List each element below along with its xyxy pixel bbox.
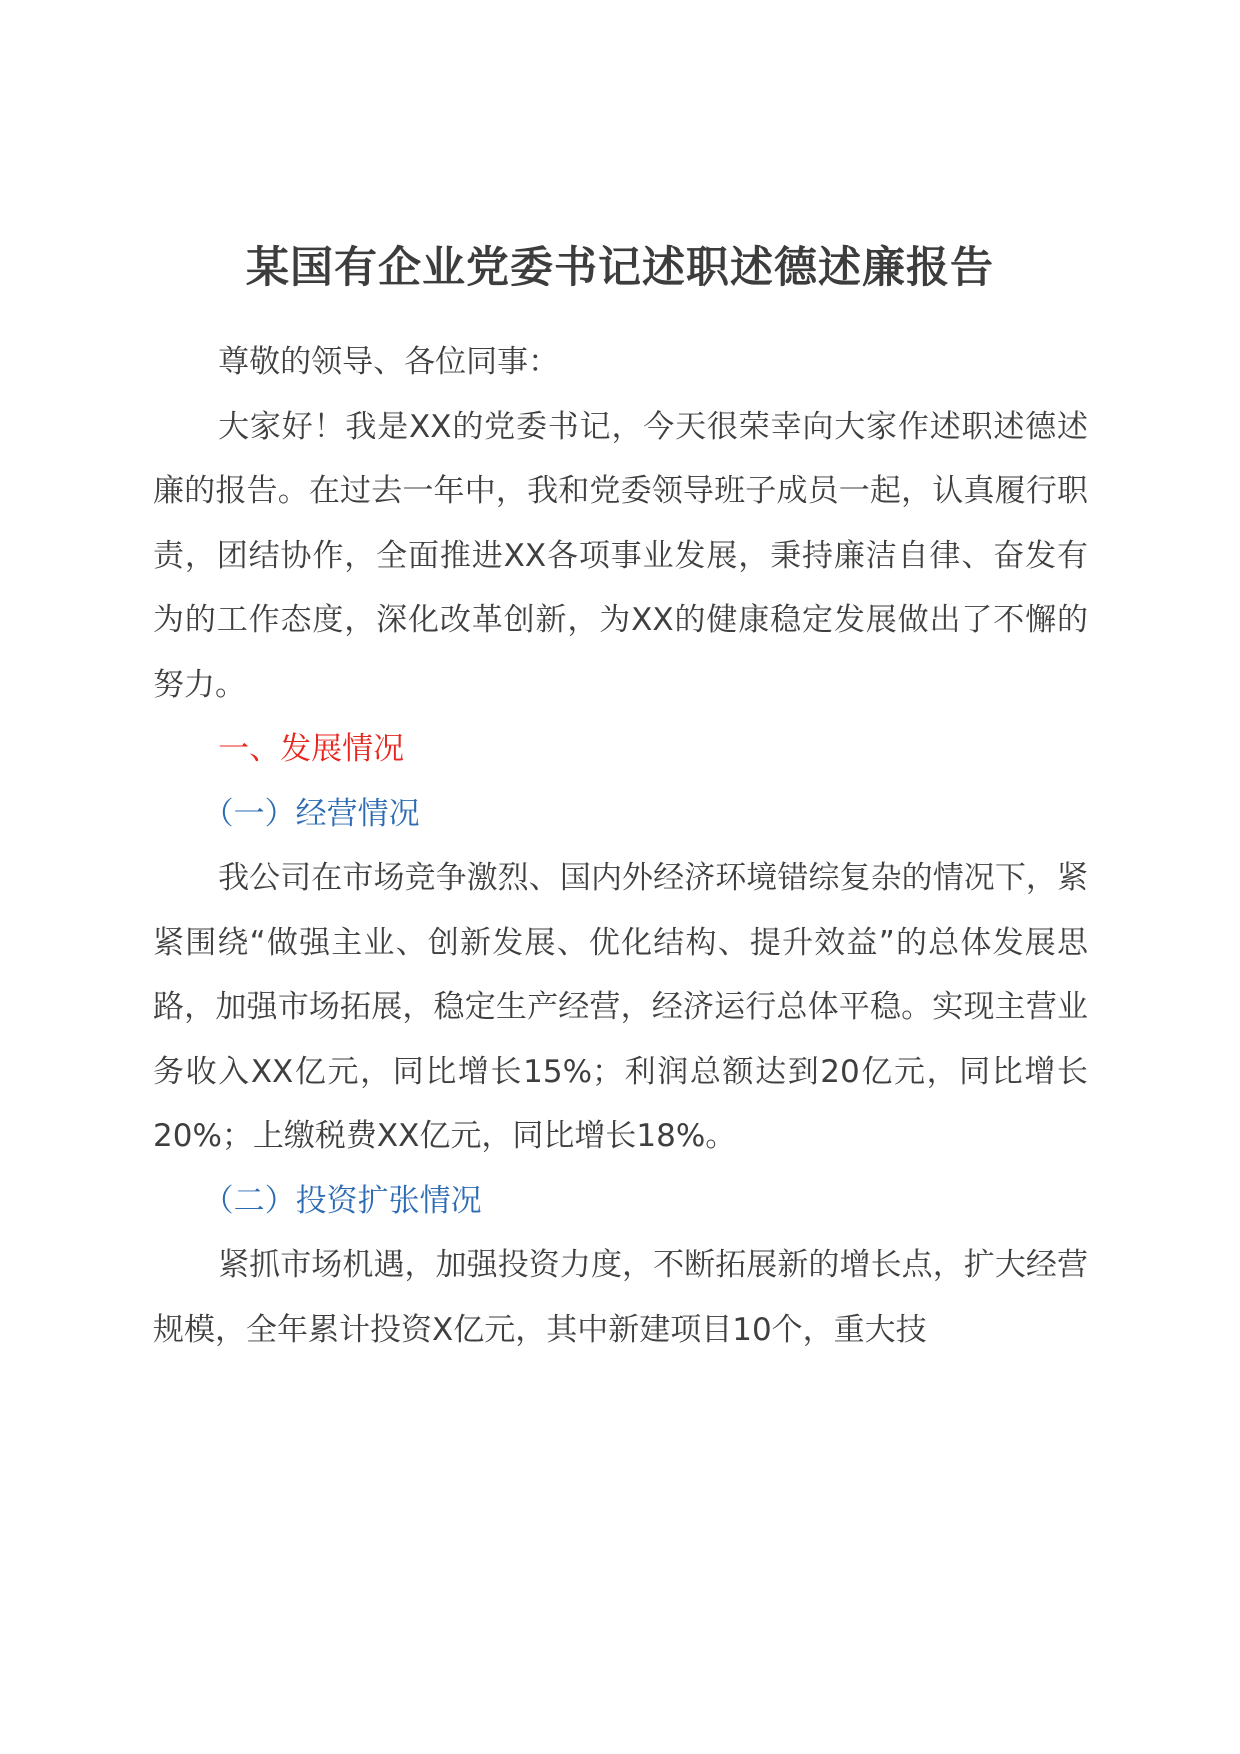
- document-title: 某国有企业党委书记述职述德述廉报告: [246, 243, 994, 293]
- intro-paragraph: 大家好！我是XX的党委书记，今天很荣幸向大家作述职述德述廉的报告。在过去一年中，我和党委领导班子成员一起，认真履行职责，团结协作，全面推进XX各项事业发展，秉持廉洁自律、奋发有为的工作态度，深化改革创新，为XX的健康稳定发展做出了不懈的努力。: [153, 408, 1088, 703]
- document-body: [153, 330, 1088, 1362]
- subsection-heading-investment: （二）投资扩张情况: [202, 1182, 482, 1219]
- subsection-heading-operations: （一）经营情况: [202, 795, 420, 832]
- operations-paragraph: 我公司在市场竞争激烈、国内外经济环境错综复杂的情况下，紧紧围绕“做强主业、创新发展、优化结构、提升效益”的总体发展思路，加强市场拓展，稳定生产经营，经济运行总体平稳。实现主营业务收入XX亿元，同比增长15%；利润总额达到20亿元，同比增长20%；上缴税费XX亿元，同比增长18%。: [153, 860, 1088, 1154]
- salutation: 尊敬的领导、各位同事：: [218, 344, 560, 380]
- section-heading-development: 一、发展情况: [218, 731, 405, 767]
- investment-paragraph: 紧抓市场机遇，加强投资力度，不断拓展新的增长点，扩大经营规模，全年累计投资X亿元，其中新建项目10个，重大技: [153, 1247, 1088, 1348]
